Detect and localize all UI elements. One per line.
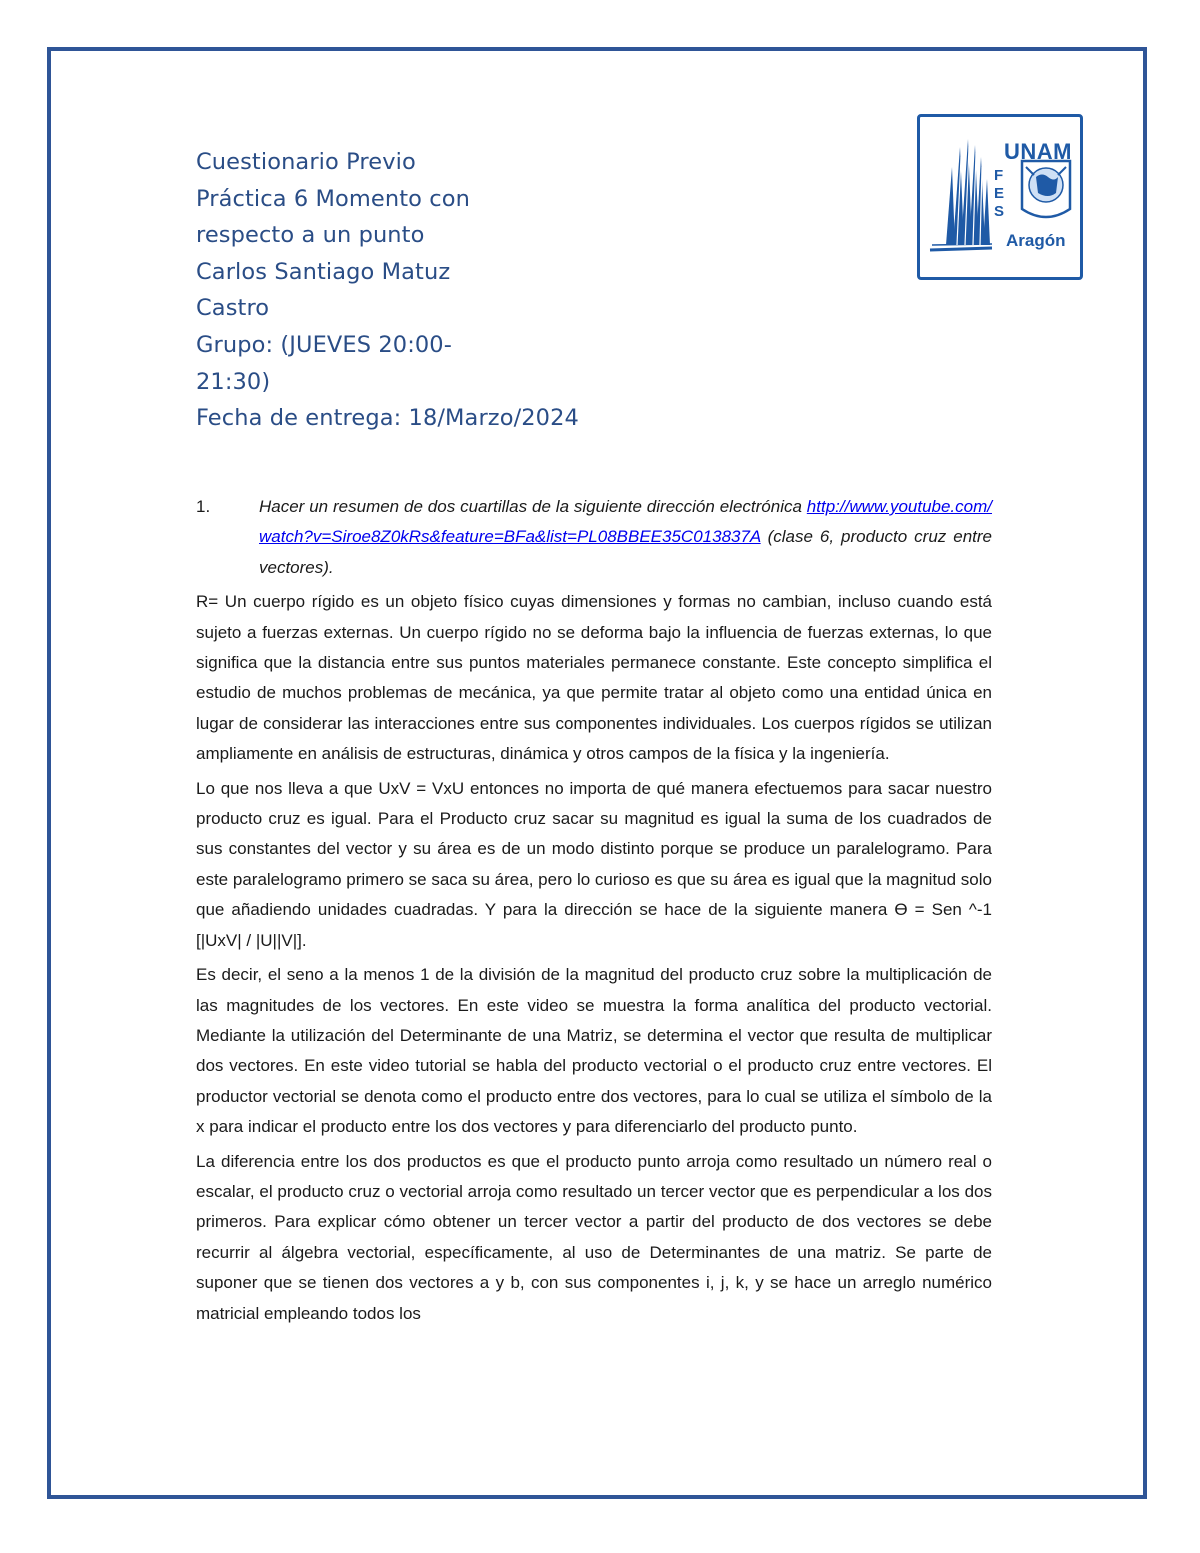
document-body [196, 492, 992, 1329]
answer-paragraph: La diferencia entre los dos productos es que el producto punto arroja como resultado un número real o escalar, el producto cruz o vectorial arroja como resultado un tercer vector que es perpendicular a los dos primeros. Para explicar cómo obtener un tercer vector a partir del producto de dos vectores se debe recurrir al álgebra vectorial, específicamente, al uso de Determinantes de una matriz. Se parte de suponer que se tienen dos vectores a y b, con sus componentes i, j, k, y se hace un arreglo numérico matricial empleando todos los [196, 1151, 992, 1323]
unam-fes-aragon-logo [917, 114, 1083, 280]
answer-paragraph: Es decir, el seno a la menos 1 de la división de la magnitud del producto cruz sobre la multiplicación de las magnitudes de los vectores. En este video se muestra la forma analítica del producto vectorial. Mediante la utilización del Determinante de una Matriz, se determina el vector que resulta de multiplicar dos vectores. En este video tutorial se habla del producto vectorial o el producto cruz entre vectores. El productor vectorial se denota como el producto entre dos vectores, para lo cual se utiliza el símbolo de la x para indicar el producto entre los dos vectores y para diferenciarlo del producto punto. [196, 965, 992, 1137]
logo-text-fes: FES [994, 167, 1005, 220]
logo-text-aragon: Aragón [1006, 231, 1066, 250]
question-prompt: Hacer un resumen de dos cuartillas de la siguiente dirección electrónica [259, 497, 807, 516]
group-line: Grupo: (JUEVES 20:00- [196, 331, 452, 358]
youtube-link[interactable]: http://www.youtube.com/watch?v=Siroe8Z0kRs&feature=BFa&list=PL08BBEE35C013837A [259, 497, 992, 547]
title-line: respecto a un punto [196, 222, 425, 249]
question-item [196, 492, 992, 583]
logo-text-unam: UNAM [1004, 139, 1072, 164]
question-number: 1. [196, 497, 211, 516]
answer-paragraph: Lo que nos lleva a que UxV = VxU entonces no importa de qué manera efectuemos para sacar nuestro producto cruz es igual. Para el Producto cruz sacar su magnitud es igual la suma de los cuadrados de sus constantes del vector y su área es de un modo distinto porque se produce un paralelogramo. Para este paralelogramo primero se saca su área, pero lo curioso es que su área es igual que la magnitud solo que añadiendo unidades cuadradas. Y para la dirección se hace de la siguiente manera Ө = Sen ^-1 [|UxV| / |U||V|]. [196, 778, 992, 950]
question-text [259, 492, 992, 583]
title-line: Cuestionario Previo [196, 149, 416, 175]
due-date-line: Fecha de entrega: 18/Marzo/2024 [196, 405, 579, 432]
question-note: (clase 6, producto cruz entre vectores). [259, 527, 992, 577]
author-line: Carlos Santiago Matuz [196, 258, 451, 285]
author-line: Castro [196, 295, 270, 322]
title-line: Práctica 6 Momento con [196, 185, 470, 212]
document-title-block [196, 144, 616, 437]
group-line: 21:30) [196, 368, 271, 395]
answer-paragraph: R= Un cuerpo rígido es un objeto físico cuyas dimensiones y formas no cambian, incluso cuando está sujeto a fuerzas externas. Un cuerpo rígido no se deforma bajo la influencia de fuerzas externas, lo que significa que la distancia entre sus puntos materiales permanece constante. Este concepto simplifica el estudio de muchos problemas de mecánica, ya que permite tratar al objeto como una entidad única en lugar de considerar las interacciones entre sus componentes individuales. Los cuerpos rígidos se utilizan ampliamente en análisis de estructuras, dinámica y otros campos de la física y la ingeniería. [196, 592, 992, 764]
